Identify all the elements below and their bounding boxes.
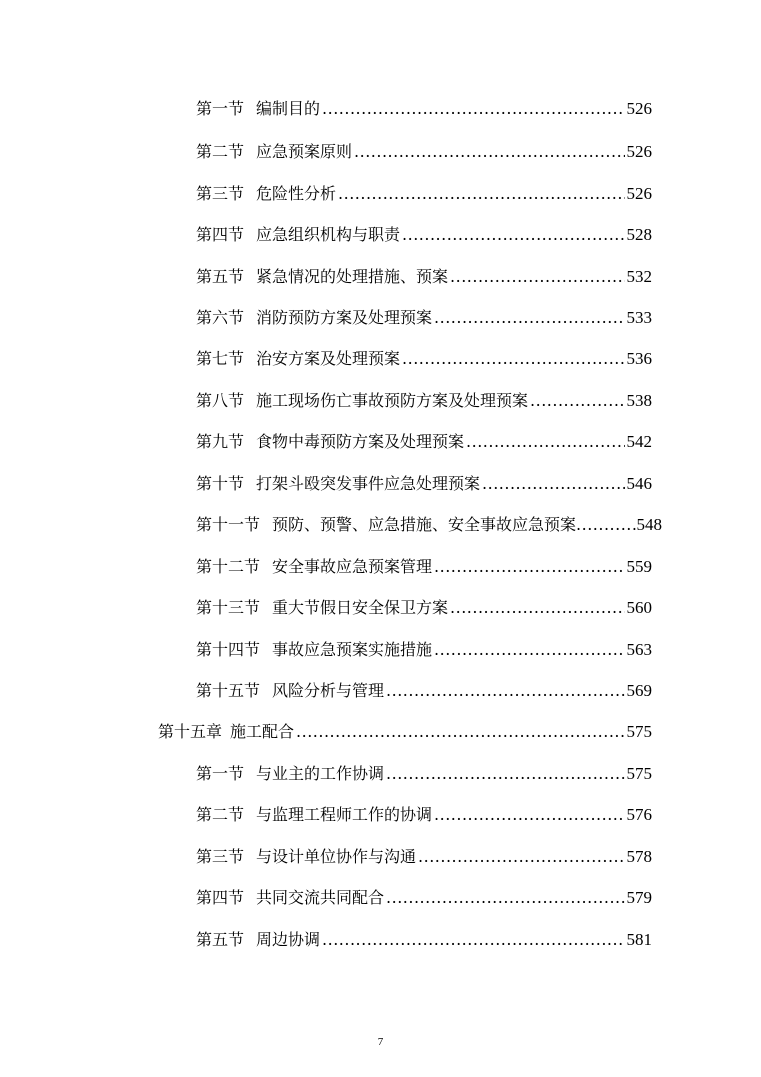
- toc-entry-title: 共同交流共同配合: [256, 888, 385, 907]
- toc-dot-leader: [466, 429, 624, 455]
- toc-dot-leader: [354, 139, 624, 165]
- toc-dot-leader: [386, 678, 624, 704]
- toc-entry-title: 消防预防方案及处理预案: [256, 308, 433, 327]
- toc-dot-leader: [434, 802, 624, 828]
- toc-entry-page: 575: [626, 722, 652, 741]
- toc-dot-leader: [450, 595, 624, 621]
- toc-dot-leader: [322, 96, 624, 122]
- toc-entry-title: 事故应急预案实施措施: [272, 640, 433, 659]
- toc-entry-page: 579: [626, 888, 652, 907]
- toc-entry[interactable]: [196, 802, 652, 828]
- toc-entry-page: 560: [626, 598, 652, 617]
- toc-entry-page: 578: [626, 847, 652, 866]
- toc-entry[interactable]: [196, 139, 652, 165]
- toc-entry-page: 575: [626, 764, 652, 783]
- toc-entry[interactable]: [196, 222, 652, 248]
- toc-dot-leader: [402, 346, 624, 372]
- toc-entry-title: 与监理工程师工作的协调: [256, 805, 433, 824]
- toc-entry-title: 应急预案原则: [256, 142, 353, 161]
- toc-entry-page: 563: [626, 640, 652, 659]
- toc-entry-page: 559: [626, 557, 652, 576]
- toc-entry-title: 施工配合: [230, 722, 295, 741]
- toc-entry-number: 第一节: [196, 99, 245, 118]
- toc-dot-leader: [434, 637, 624, 663]
- toc-entry-number: 第一节: [196, 764, 245, 783]
- toc-entry-page: 569: [626, 681, 652, 700]
- toc-entry[interactable]: [196, 471, 652, 497]
- toc-entry[interactable]: [196, 761, 652, 787]
- toc-entry-title: 治安方案及处理预案: [256, 349, 401, 368]
- toc-entry-page: 546: [626, 474, 652, 493]
- toc-entry-page: 536: [626, 349, 652, 368]
- toc-dot-leader: [386, 885, 624, 911]
- toc-dot-leader: [434, 305, 624, 331]
- toc-dot-leader: [418, 844, 624, 870]
- toc-entry-number: 第五节: [196, 267, 245, 286]
- toc-entry-title: 与业主的工作协调: [256, 764, 385, 783]
- toc-dot-leader: [386, 761, 624, 787]
- toc-entry-number: 第十节: [196, 474, 245, 493]
- toc-entry-page: 542: [626, 432, 652, 451]
- toc-entry[interactable]: [196, 512, 662, 538]
- toc-entry[interactable]: [196, 637, 652, 663]
- toc-entry-page: 576: [626, 805, 652, 824]
- toc-entry[interactable]: [196, 264, 652, 290]
- toc-entry[interactable]: [196, 595, 652, 621]
- toc-entry-number: 第八节: [196, 391, 245, 410]
- toc-entry[interactable]: [196, 927, 652, 953]
- toc-entry-number: 第六节: [196, 308, 245, 327]
- toc-entry[interactable]: [196, 305, 652, 331]
- toc-entry-title: 与设计单位协作与沟通: [256, 847, 417, 866]
- toc-entry-title: 编制目的: [256, 99, 321, 118]
- toc-entry-number: 第十五章: [158, 722, 223, 741]
- toc-entry[interactable]: [196, 181, 652, 207]
- toc-entry-page: 526: [626, 99, 652, 118]
- toc-entry-number: 第九节: [196, 432, 245, 451]
- toc-entry-number: 第四节: [196, 225, 245, 244]
- toc-entry-page: 526: [626, 184, 652, 203]
- toc-entry-number: 第三节: [196, 847, 245, 866]
- toc-entry-title: 重大节假日安全保卫方案: [272, 598, 449, 617]
- toc-entry[interactable]: [196, 885, 652, 911]
- toc-entry-page: 532: [626, 267, 652, 286]
- toc-entry-page: 528: [626, 225, 652, 244]
- toc-dot-leader: [402, 222, 624, 248]
- toc-entry-number: 第十一节: [196, 515, 261, 534]
- toc-entry-title: 施工现场伤亡事故预防方案及处理预案: [256, 391, 529, 410]
- toc-entry-number: 第十五节: [196, 681, 261, 700]
- toc-dot-leader: [338, 181, 624, 207]
- toc-entry[interactable]: [196, 429, 652, 455]
- toc-dot-leader: [296, 719, 624, 745]
- toc-entry-page: 526: [626, 142, 652, 161]
- toc-entry-title: 预防、预警、应急措施、安全事故应急预案: [272, 515, 577, 534]
- toc-entry-number: 第十二节: [196, 557, 261, 576]
- toc-entry[interactable]: [196, 844, 652, 870]
- toc-dot-leader: [322, 927, 624, 953]
- toc-chapter-entry[interactable]: [158, 719, 652, 745]
- toc-entry-title: 打架斗殴突发事件应急处理预案: [256, 474, 481, 493]
- toc-entry-page: 581: [626, 930, 652, 949]
- toc-entry-page: 548: [636, 515, 662, 534]
- toc-entry-title: 风险分析与管理: [272, 681, 385, 700]
- toc-entry-number: 第三节: [196, 184, 245, 203]
- toc-entry-title: 应急组织机构与职责: [256, 225, 401, 244]
- toc-dot-leader: [576, 512, 636, 538]
- toc-entry-title: 周边协调: [256, 930, 321, 949]
- toc-entry[interactable]: [196, 388, 652, 414]
- toc-entry-page: 533: [626, 308, 652, 327]
- toc-entry-title: 危险性分析: [256, 184, 337, 203]
- page-number: 7: [377, 1036, 384, 1048]
- toc-entry-title: 紧急情况的处理措施、预案: [256, 267, 449, 286]
- toc-dot-leader: [482, 471, 624, 497]
- toc-entry-number: 第十四节: [196, 640, 261, 659]
- toc-dot-leader: [434, 554, 624, 580]
- toc-entry[interactable]: [196, 96, 652, 122]
- toc-entry-number: 第四节: [196, 888, 245, 907]
- toc-entry-number: 第五节: [196, 930, 245, 949]
- toc-entry[interactable]: [196, 346, 652, 372]
- toc-entry-number: 第二节: [196, 142, 245, 161]
- toc-entry-number: 第二节: [196, 805, 245, 824]
- toc-entry[interactable]: [196, 554, 652, 580]
- toc-entry-title: 安全事故应急预案管理: [272, 557, 433, 576]
- toc-dot-leader: [450, 264, 624, 290]
- toc-entry-number: 第十三节: [196, 598, 261, 617]
- toc-entry-title: 食物中毒预防方案及处理预案: [256, 432, 465, 451]
- toc-entry[interactable]: [196, 678, 652, 704]
- toc-dot-leader: [530, 388, 624, 414]
- toc-entry-page: 538: [626, 391, 652, 410]
- toc-entry-number: 第七节: [196, 349, 245, 368]
